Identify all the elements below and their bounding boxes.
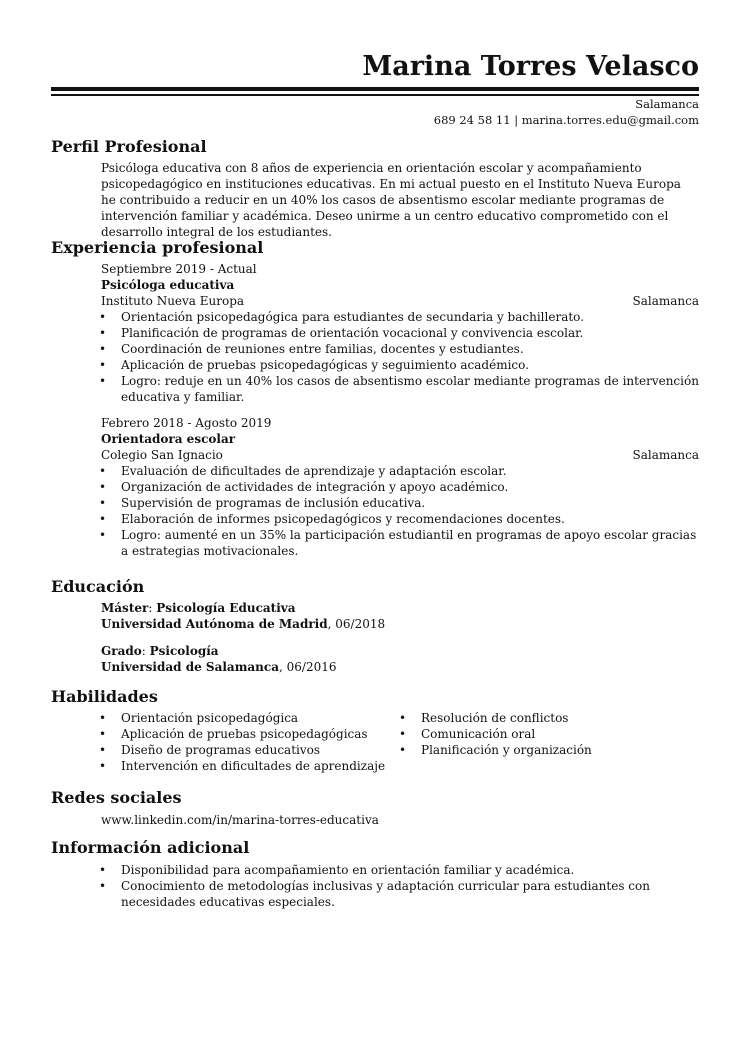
- experience-section: [51, 238, 699, 559]
- education-section: [51, 577, 699, 675]
- graduation-date: 06/2018: [335, 617, 386, 631]
- contact-separator: |: [514, 113, 519, 127]
- skills-column-1: [121, 710, 421, 774]
- list-item: • Organización de actividades de integración y apoyo académico.: [121, 479, 699, 495]
- job-entry: [51, 415, 699, 559]
- education-school-line: Universidad Autónoma de Madrid, 06/2018: [101, 617, 386, 631]
- education-degree-line: Máster: Psicología Educativa: [101, 601, 296, 615]
- list-item: • Planificación de programas de orientación vocacional y convivencia escolar.: [121, 325, 699, 341]
- skills-columns: [121, 710, 699, 774]
- job-location: Salamanca: [632, 294, 699, 308]
- job-bullets: [121, 309, 699, 405]
- section-title-profile: Perfil Profesional: [51, 137, 207, 156]
- list-item: • Disponibilidad para acompañamiento en orientación familiar y académica.: [121, 862, 699, 878]
- profile-text: Psicóloga educativa con 8 años de experiencia en orientación escolar y acompañamiento psicopedagógico en instituciones educativas. En mi actual puesto en el Instituto Nueva Europa he contribuido a reducir en un 40% los casos de absentismo escolar mediante programas de intervención familiar y académica. Deseo unirme a un centro educativo comprometido con el desarrollo integral de los estudiantes.: [101, 161, 681, 239]
- education-entry: [51, 600, 699, 632]
- skills-section: [51, 687, 699, 774]
- list-item: • Logro: reduje en un 40% los casos de absentismo escolar mediante programas de intervención educativa y familiar.: [121, 373, 699, 405]
- section-title-additional: Información adicional: [51, 838, 250, 857]
- job-role: Orientadora escolar: [101, 432, 236, 446]
- education-school-line: Universidad de Salamanca, 06/2016: [101, 660, 337, 674]
- section-title-experience: Experiencia profesional: [51, 238, 264, 257]
- list-item: • Aplicación de pruebas psicopedagógicas y seguimiento académico.: [121, 357, 699, 373]
- job-role: Psicóloga educativa: [101, 278, 235, 292]
- header-rule-thick: [51, 87, 699, 91]
- list-item: • Aplicación de pruebas psicopedagógicas: [121, 726, 421, 742]
- list-item: • Logro: aumenté en un 35% la participación estudiantil en programas de apoyo escolar gracias a estrategias motivacionales.: [121, 527, 699, 559]
- school-name: Universidad Autónoma de Madrid: [101, 617, 328, 631]
- contact-phone: 689 24 58 11: [433, 113, 511, 127]
- candidate-name: Marina Torres Velasco: [362, 51, 699, 82]
- list-item: • Conocimiento de metodologías inclusivas y adaptación curricular para estudiantes con necesidades educativas especiales.: [121, 878, 699, 910]
- additional-bullets: [121, 862, 699, 910]
- job-company: Colegio San Ignacio: [101, 448, 223, 462]
- list-item: • Orientación psicopedagógica para estudiantes de secundaria y bachillerato.: [121, 309, 699, 325]
- list-item: • Elaboración de informes psicopedagógicos y recomendaciones docentes.: [121, 511, 699, 527]
- section-title-skills: Habilidades: [51, 687, 158, 706]
- section-title-social: Redes sociales: [51, 788, 182, 807]
- additional-section: [51, 838, 699, 910]
- list-item: • Evaluación de dificultades de aprendizaje y adaptación escolar.: [121, 463, 699, 479]
- list-item: • Coordinación de reuniones entre familias, docentes y estudiantes.: [121, 341, 699, 357]
- job-location: Salamanca: [632, 448, 699, 462]
- list-item: • Supervisión de programas de inclusión educativa.: [121, 495, 699, 511]
- degree-type: Grado: [101, 644, 142, 658]
- job-company: Instituto Nueva Europa: [101, 294, 245, 308]
- contact-email[interactable]: marina.torres.edu@gmail.com: [521, 113, 699, 127]
- degree-name: Psicología: [149, 644, 219, 658]
- degree-type: Máster: [101, 601, 149, 615]
- contact-line: [434, 112, 699, 128]
- job-bullets: [121, 463, 699, 559]
- linkedin-link[interactable]: www.linkedin.com/in/marina-torres-educativa: [101, 813, 379, 827]
- job-entry: [51, 261, 699, 405]
- job-company-row: [101, 447, 699, 463]
- list-item: • Planificación y organización: [421, 742, 592, 758]
- list-item: • Diseño de programas educativos: [121, 742, 421, 758]
- profile-section: [51, 137, 699, 240]
- contact-city: Salamanca: [635, 97, 699, 111]
- section-title-education: Educación: [51, 577, 145, 596]
- degree-name: Psicología Educativa: [156, 601, 296, 615]
- contact-block: [434, 96, 699, 128]
- list-item: • Resolución de conflictos: [421, 710, 592, 726]
- education-entry: [51, 643, 699, 675]
- skills-column-2: [421, 710, 592, 774]
- graduation-date: 06/2016: [286, 660, 337, 674]
- list-item: • Comunicación oral: [421, 726, 592, 742]
- education-degree-line: Grado: Psicología: [101, 644, 219, 658]
- list-item: • Intervención en dificultades de aprendizaje: [121, 758, 421, 774]
- job-dates: Septiembre 2019 - Actual: [101, 262, 257, 276]
- social-section: [51, 788, 699, 828]
- school-name: Universidad de Salamanca: [101, 660, 279, 674]
- job-company-row: [101, 293, 699, 309]
- job-dates: Febrero 2018 - Agosto 2019: [101, 416, 272, 430]
- list-item: • Orientación psicopedagógica: [121, 710, 421, 726]
